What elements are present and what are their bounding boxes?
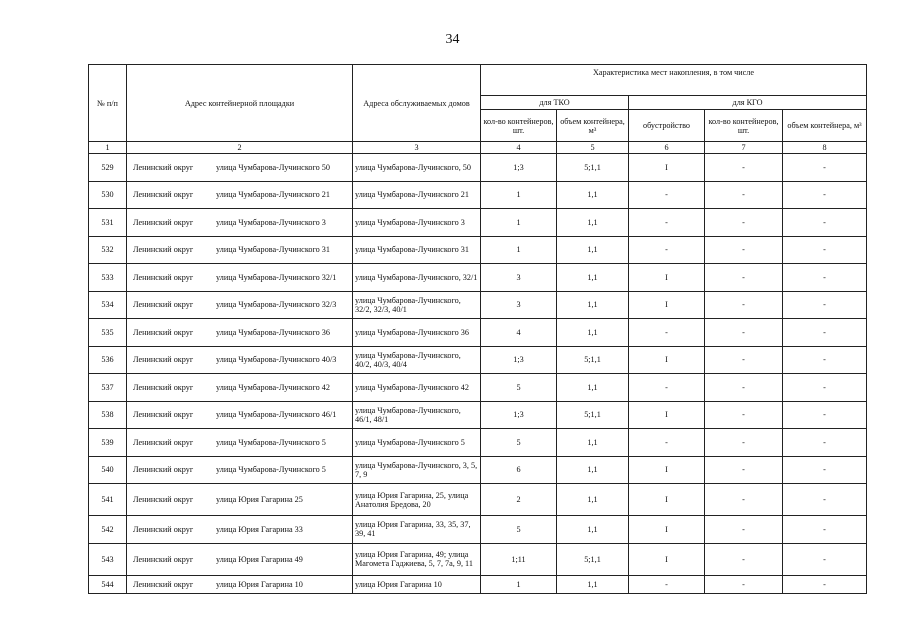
tko-count: 5 xyxy=(481,429,557,457)
kgo-count: - xyxy=(705,236,783,264)
site-street: улица Чумбарова-Лучинского 5 xyxy=(216,465,326,475)
site-address-cell xyxy=(127,319,353,347)
header-tko-volume: объем контейнера, м³ xyxy=(557,110,629,142)
district-name: Ленинский округ xyxy=(133,245,194,255)
tko-count: 3 xyxy=(481,264,557,292)
kgo-count: - xyxy=(705,209,783,237)
served-addresses: улица Чумбарова-Лучинского, 32/2, 32/3, 40/1 xyxy=(353,291,481,319)
site-street: улица Юрия Гагарина 10 xyxy=(216,579,303,589)
tko-count: 1;3 xyxy=(481,401,557,429)
row-number: 535 xyxy=(89,319,127,347)
table-row xyxy=(89,575,867,593)
row-number: 543 xyxy=(89,543,127,575)
tko-volume: 1,1 xyxy=(557,181,629,209)
site-address-cell xyxy=(127,374,353,402)
district-name: Ленинский округ xyxy=(133,465,194,475)
kgo-equipment: - xyxy=(629,181,705,209)
kgo-count: - xyxy=(705,543,783,575)
tko-volume: 1,1 xyxy=(557,456,629,484)
table-row xyxy=(89,429,867,457)
district-name: Ленинский округ xyxy=(133,410,194,420)
served-addresses: улица Юрия Гагарина, 49; улица Магомета Гаджиева, 5, 7, 7а, 9, 11 xyxy=(353,543,481,575)
row-number: 540 xyxy=(89,456,127,484)
kgo-equipment: - xyxy=(629,209,705,237)
header-kgo: для КГО xyxy=(629,96,867,110)
site-address-cell xyxy=(127,575,353,593)
col-number: 6 xyxy=(629,142,705,154)
site-address-cell xyxy=(127,154,353,182)
kgo-equipment: I xyxy=(629,401,705,429)
site-address-cell xyxy=(127,456,353,484)
site-street: улица Чумбарова-Лучинского 42 xyxy=(216,382,330,392)
row-number: 531 xyxy=(89,209,127,237)
row-number: 537 xyxy=(89,374,127,402)
table-row xyxy=(89,484,867,516)
kgo-equipment: I xyxy=(629,516,705,544)
site-street: улица Чумбарова-Лучинского 21 xyxy=(216,190,330,200)
table-row xyxy=(89,209,867,237)
served-addresses: улица Чумбарова-Лучинского, 3, 5, 7, 9 xyxy=(353,456,481,484)
kgo-count: - xyxy=(705,456,783,484)
container-sites-table xyxy=(88,64,867,594)
tko-volume: 5;1,1 xyxy=(557,154,629,182)
site-street: улица Чумбарова-Лучинского 3 xyxy=(216,217,326,227)
row-number: 532 xyxy=(89,236,127,264)
kgo-volume: - xyxy=(783,456,867,484)
kgo-volume: - xyxy=(783,401,867,429)
site-address-cell xyxy=(127,401,353,429)
row-number: 529 xyxy=(89,154,127,182)
kgo-equipment: I xyxy=(629,264,705,292)
tko-count: 6 xyxy=(481,456,557,484)
site-street: улица Юрия Гагарина 49 xyxy=(216,554,303,564)
site-address-cell xyxy=(127,291,353,319)
table-row xyxy=(89,236,867,264)
table-row xyxy=(89,181,867,209)
kgo-volume: - xyxy=(783,209,867,237)
kgo-equipment: - xyxy=(629,374,705,402)
tko-volume: 5;1,1 xyxy=(557,543,629,575)
table-row xyxy=(89,154,867,182)
kgo-count: - xyxy=(705,291,783,319)
table-row xyxy=(89,346,867,374)
served-addresses: улица Юрия Гагарина, 33, 35, 37, 39, 41 xyxy=(353,516,481,544)
tko-count: 1;3 xyxy=(481,346,557,374)
header-site-address: Адрес контейнерной площадки xyxy=(127,65,353,142)
table-row xyxy=(89,456,867,484)
site-street: улица Чумбарова-Лучинского 5 xyxy=(216,437,326,447)
served-addresses: улица Чумбарова-Лучинского, 46/1, 48/1 xyxy=(353,401,481,429)
kgo-equipment: I xyxy=(629,456,705,484)
table-row xyxy=(89,264,867,292)
tko-count: 1;3 xyxy=(481,154,557,182)
col-number: 8 xyxy=(783,142,867,154)
tko-volume: 1,1 xyxy=(557,291,629,319)
served-addresses: улица Чумбарова-Лучинского 36 xyxy=(353,319,481,347)
served-addresses: улица Чумбарова-Лучинского 21 xyxy=(353,181,481,209)
kgo-count: - xyxy=(705,484,783,516)
header-characteristics: Характеристика мест накопления, в том числе xyxy=(481,65,867,96)
district-name: Ленинский округ xyxy=(133,300,194,310)
kgo-volume: - xyxy=(783,319,867,347)
tko-count: 1 xyxy=(481,575,557,593)
tko-count: 5 xyxy=(481,374,557,402)
tko-volume: 1,1 xyxy=(557,575,629,593)
header-kgo-volume: объем контейнера, м³ xyxy=(783,110,867,142)
tko-count: 3 xyxy=(481,291,557,319)
served-addresses: улица Чумбарова-Лучинского, 40/2, 40/3, 40/4 xyxy=(353,346,481,374)
kgo-volume: - xyxy=(783,154,867,182)
kgo-count: - xyxy=(705,319,783,347)
district-name: Ленинский округ xyxy=(133,437,194,447)
header-kgo-equipment: обустройство xyxy=(629,110,705,142)
tko-count: 2 xyxy=(481,484,557,516)
col-number: 1 xyxy=(89,142,127,154)
district-name: Ленинский округ xyxy=(133,327,194,337)
site-street: улица Юрия Гагарина 33 xyxy=(216,524,303,534)
served-addresses: улица Чумбарова-Лучинского 31 xyxy=(353,236,481,264)
col-number: 7 xyxy=(705,142,783,154)
table-row xyxy=(89,374,867,402)
kgo-equipment: I xyxy=(629,291,705,319)
kgo-volume: - xyxy=(783,236,867,264)
kgo-count: - xyxy=(705,154,783,182)
tko-count: 1 xyxy=(481,181,557,209)
col-number: 5 xyxy=(557,142,629,154)
kgo-equipment: I xyxy=(629,154,705,182)
tko-volume: 5;1,1 xyxy=(557,346,629,374)
table-header xyxy=(89,65,867,154)
tko-count: 1 xyxy=(481,236,557,264)
row-number: 544 xyxy=(89,575,127,593)
row-number: 538 xyxy=(89,401,127,429)
kgo-equipment: - xyxy=(629,575,705,593)
kgo-volume: - xyxy=(783,429,867,457)
tko-volume: 1,1 xyxy=(557,429,629,457)
header-tko: для ТКО xyxy=(481,96,629,110)
tko-volume: 5;1,1 xyxy=(557,401,629,429)
col-number: 2 xyxy=(127,142,353,154)
table-row xyxy=(89,319,867,347)
site-street: улица Чумбарова-Лучинского 32/3 xyxy=(216,300,337,310)
site-address-cell xyxy=(127,346,353,374)
tko-count: 5 xyxy=(481,516,557,544)
header-tko-count: кол-во контейнеров, шт. xyxy=(481,110,557,142)
kgo-count: - xyxy=(705,374,783,402)
row-number: 534 xyxy=(89,291,127,319)
kgo-count: - xyxy=(705,575,783,593)
served-addresses: улица Чумбарова-Лучинского 42 xyxy=(353,374,481,402)
row-number: 533 xyxy=(89,264,127,292)
col-number: 4 xyxy=(481,142,557,154)
site-address-cell xyxy=(127,209,353,237)
tko-volume: 1,1 xyxy=(557,484,629,516)
kgo-volume: - xyxy=(783,264,867,292)
district-name: Ленинский округ xyxy=(133,495,194,504)
site-street: улица Чумбарова-Лучинского 40/3 xyxy=(216,355,337,365)
kgo-count: - xyxy=(705,516,783,544)
row-number: 536 xyxy=(89,346,127,374)
district-name: Ленинский округ xyxy=(133,355,194,365)
header-num: № п/п xyxy=(89,65,127,142)
served-addresses: улица Чумбарова-Лучинского 3 xyxy=(353,209,481,237)
kgo-equipment: - xyxy=(629,319,705,347)
kgo-volume: - xyxy=(783,575,867,593)
header-kgo-count: кол-во контейнеров, шт. xyxy=(705,110,783,142)
tko-volume: 1,1 xyxy=(557,264,629,292)
served-addresses: улица Чумбарова-Лучинского 5 xyxy=(353,429,481,457)
tko-count: 1 xyxy=(481,209,557,237)
kgo-volume: - xyxy=(783,346,867,374)
kgo-equipment: - xyxy=(629,236,705,264)
kgo-volume: - xyxy=(783,374,867,402)
district-name: Ленинский округ xyxy=(133,217,194,227)
served-addresses: улица Чумбарова-Лучинского, 50 xyxy=(353,154,481,182)
tko-count: 4 xyxy=(481,319,557,347)
kgo-equipment: - xyxy=(629,429,705,457)
row-number: 539 xyxy=(89,429,127,457)
kgo-volume: - xyxy=(783,484,867,516)
site-street: улица Чумбарова-Лучинского 36 xyxy=(216,327,330,337)
row-number: 541 xyxy=(89,484,127,516)
site-address-cell xyxy=(127,236,353,264)
table-row xyxy=(89,543,867,575)
district-name: Ленинский округ xyxy=(133,579,194,589)
row-number: 530 xyxy=(89,181,127,209)
page-number: 34 xyxy=(445,32,460,47)
table-row xyxy=(89,516,867,544)
kgo-equipment: I xyxy=(629,346,705,374)
kgo-volume: - xyxy=(783,543,867,575)
tko-count: 1;11 xyxy=(481,543,557,575)
district-name: Ленинский округ xyxy=(133,190,194,200)
tko-volume: 1,1 xyxy=(557,209,629,237)
kgo-volume: - xyxy=(783,291,867,319)
site-street: улица Чумбарова-Лучинского 31 xyxy=(216,245,330,255)
site-address-cell xyxy=(127,484,353,516)
served-addresses: улица Чумбарова-Лучинского, 32/1 xyxy=(353,264,481,292)
tko-volume: 1,1 xyxy=(557,516,629,544)
tko-volume: 1,1 xyxy=(557,236,629,264)
kgo-count: - xyxy=(705,429,783,457)
tko-volume: 1,1 xyxy=(557,374,629,402)
kgo-count: - xyxy=(705,401,783,429)
kgo-count: - xyxy=(705,264,783,292)
district-name: Ленинский округ xyxy=(133,554,194,564)
table-row xyxy=(89,291,867,319)
kgo-volume: - xyxy=(783,516,867,544)
site-address-cell xyxy=(127,429,353,457)
served-addresses: улица Юрия Гагарина 10 xyxy=(353,575,481,593)
site-street: улица Чумбарова-Лучинского 50 xyxy=(216,162,330,172)
kgo-volume: - xyxy=(783,181,867,209)
district-name: Ленинский округ xyxy=(133,272,194,282)
site-address-cell xyxy=(127,543,353,575)
site-street: улица Юрия Гагарина 25 xyxy=(216,495,303,504)
site-street: улица Чумбарова-Лучинского 32/1 xyxy=(216,272,337,282)
site-address-cell xyxy=(127,264,353,292)
served-addresses: улица Юрия Гагарина, 25, улица Анатолия Бредова, 20 xyxy=(353,484,481,516)
district-name: Ленинский округ xyxy=(133,162,194,172)
row-number: 542 xyxy=(89,516,127,544)
column-number-row xyxy=(89,142,867,154)
table-body xyxy=(89,154,867,594)
col-number: 3 xyxy=(353,142,481,154)
kgo-count: - xyxy=(705,181,783,209)
tko-volume: 1,1 xyxy=(557,319,629,347)
table-row xyxy=(89,401,867,429)
site-street: улица Чумбарова-Лучинского 46/1 xyxy=(216,410,337,420)
district-name: Ленинский округ xyxy=(133,382,194,392)
kgo-equipment: I xyxy=(629,484,705,516)
kgo-count: - xyxy=(705,346,783,374)
district-name: Ленинский округ xyxy=(133,524,194,534)
site-address-cell xyxy=(127,181,353,209)
header-served-addresses: Адреса обслуживаемых домов xyxy=(353,65,481,142)
kgo-equipment: I xyxy=(629,543,705,575)
site-address-cell xyxy=(127,516,353,544)
